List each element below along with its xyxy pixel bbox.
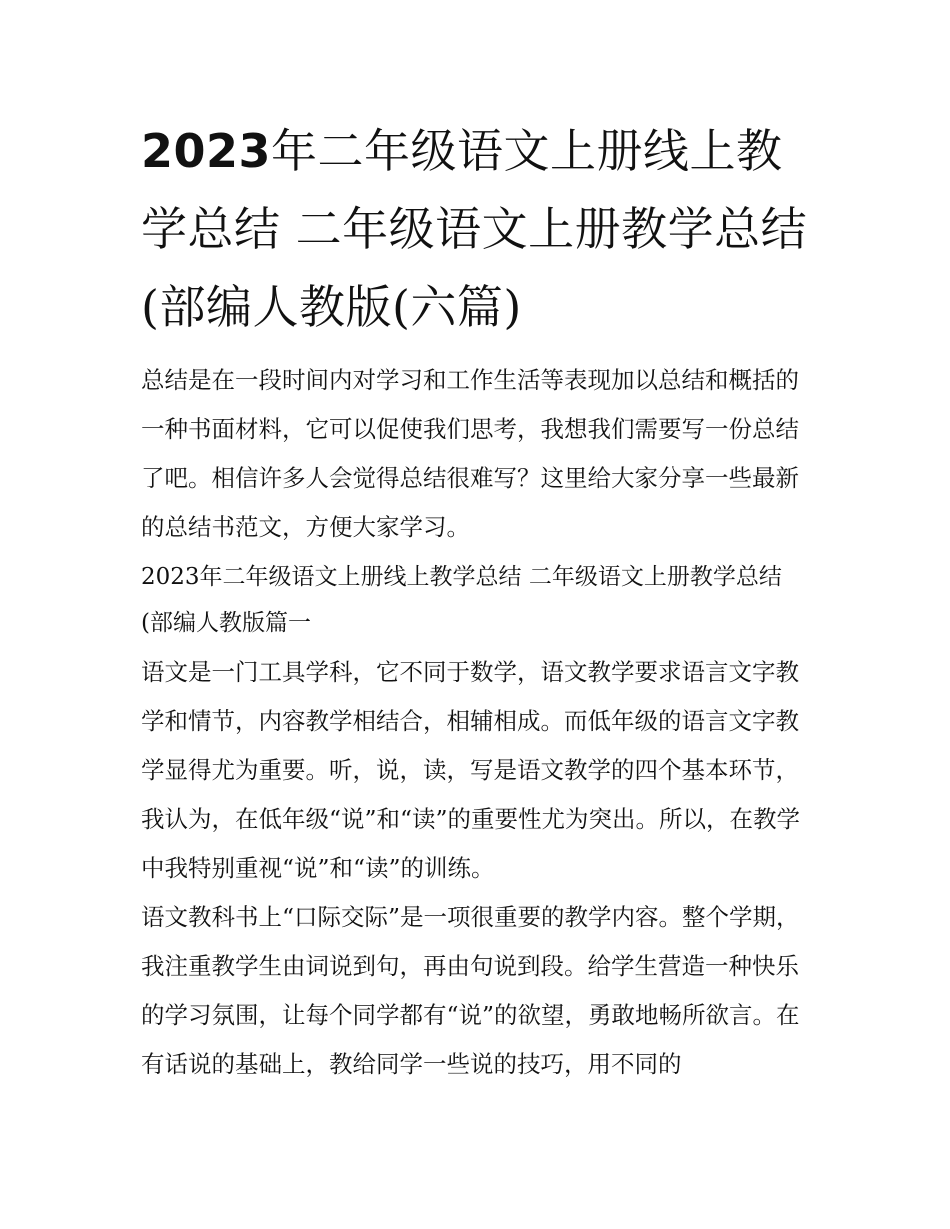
document-page	[141, 112, 813, 1089]
intro-paragraph: 总结是在一段时间内对学习和工作生活等表现加以总结和概括的一种书面材料，它可以促使我们思考，我想我们需要写一份总结了吧。相信许多人会觉得总结很难写？这里给大家分享一些最新的总结书范文，方便大家学习。	[141, 366, 799, 541]
document-title	[141, 112, 813, 346]
title-year: 2023	[141, 124, 272, 178]
body-paragraph-1: 语文是一门工具学科，它不同于数学，语文教学要求语言文字教学和情节，内容教学相结合，相辅相成。而低年级的语言文字教学显得尤为重要。听，说，读，写是语文教学的四个基本环节，我认为，在低年级“说”和“读”的重要性尤为突出。所以，在教学中我特别重视“说”和“读”的训练。	[141, 658, 801, 882]
body-paragraph-2: 语文教科书上“口际交际”是一项很重要的教学内容。整个学期，我注重教学生由词说到句，再由句说到段。给学生营造一种快乐的学习氛围，让每个同学都有“说”的欲望，勇敢地畅所欲言。在有话说的基础上，教给同学一些说的技巧，用不同的	[141, 903, 800, 1078]
title-text: 年二年级语文上册线上教学总结 二年级语文上册教学总结(部编人教版(六篇)	[141, 124, 808, 334]
section-heading: 2023年二年级语文上册线上教学总结 二年级语文上册教学总结(部编人教版篇一	[141, 564, 782, 636]
